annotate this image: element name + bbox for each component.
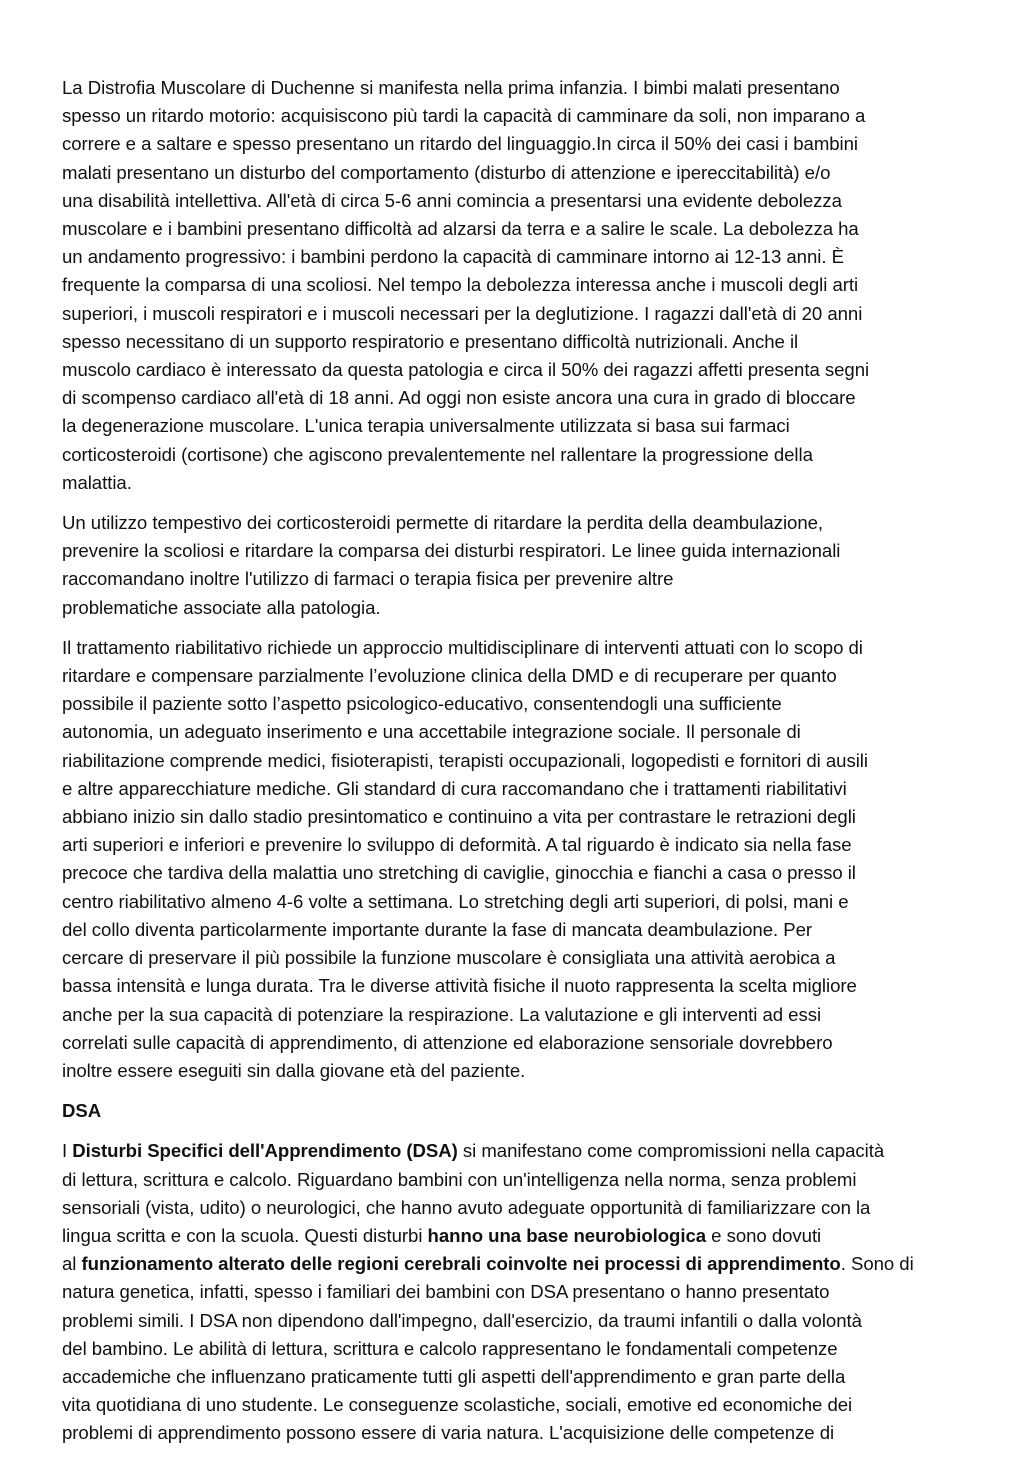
text-line: problemi simili. I DSA non dipendono dall'impegno, dall'esercizio, da traumi infantili o dalla volontà [62,1309,862,1331]
text-line: Il trattamento riabilitativo richiede un approccio multidisciplinare di interventi attuati con lo scopo di [62,636,863,658]
text-line: problemi di apprendimento possono essere di varia natura. L'acquisizione delle competenze di [62,1422,835,1444]
text-line: correre e a saltare e spesso presentano un ritardo del linguaggio.In circa il 50% dei casi i bambini [62,133,859,155]
text-line: sensoriali (vista, udito) o neurologici, che hanno avuto adeguate opportunità di familiarizzare con la [62,1196,871,1218]
text-line: problematiche associate alla patologia. [62,596,381,618]
bold-phrase-neurobiological: hanno una base neurobiologica [427,1224,707,1246]
text-line: anche per la sua capacità di potenziare la respirazione. La valutazione e gli interventi ad essi [62,1003,822,1025]
text-line: corticosteroidi (cortisone) che agiscono prevalentemente nel rallentare la progressione della [62,443,813,465]
text-line [62,1222,1018,1250]
text-line: precoce che tardiva della malattia uno stretching di caviglie, ginocchia e fianchi a casa o presso il [62,862,856,884]
text-run: al [62,1253,82,1275]
section-heading-dsa: DSA [62,1100,102,1122]
bold-phrase-brain-regions: funzionamento alterato delle regioni cerebrali coinvolte nei processi di apprendimento [81,1253,841,1275]
text-line: cercare di preservare il più possibile la funzione muscolare è consigliata una attività aerobica a [62,947,836,969]
text-line: del bambino. Le abilità di lettura, scrittura e calcolo rappresentano le fondamentali competenze [62,1337,838,1359]
text-line: centro riabilitativo almeno 4-6 volte a settimana. Lo stretching degli arti superiori, di polsi, mani e [62,890,849,912]
text-run: e sono dovuti [706,1224,822,1246]
bold-term-dsa: Disturbi Specifici dell'Apprendimento (DSA) [72,1140,458,1162]
text-run: si manifestano come compromissioni nella capacità [457,1140,885,1162]
text-line: correlati sulle capacità di apprendimento, di attenzione ed elaborazione sensoriale dovrebbero [62,1031,833,1053]
text-line: bassa intensità e lunga durata. Tra le diverse attività fisiche il nuoto rappresenta la scelta migliore [62,975,857,997]
text-line: superiori, i muscoli respiratori e i muscoli necessari per la deglutizione. I ragazzi dall'età di 20 anni [62,302,863,324]
paragraph-dsa [62,1137,1018,1447]
text-line: Un utilizzo tempestivo dei corticosteroidi permette di ritardare la perdita della deambulazione, [62,512,824,534]
text-line: spesso un ritardo motorio: acquisiscono più tardi la capacità di camminare da soli, non imparano a [62,105,866,127]
text-line: natura genetica, infatti, spesso i familiari dei bambini con DSA presentano o hanno presentato [62,1281,830,1303]
text-line: prevenire la scoliosi e ritardare la comparsa dei disturbi respiratori. Le linee guida internazionali [62,540,841,562]
text-line: raccomandano inoltre l'utilizzo di farmaci o terapia fisica per prevenire altre [62,568,674,590]
paragraph-rehabilitation [62,634,1018,1085]
text-line: abbiano inizio sin dallo stadio presintomatico e continuino a vita per contrastare le retrazioni degli [62,806,856,828]
text-line [62,1250,1018,1278]
text-run: . Sono di [840,1253,914,1275]
text-run: I [62,1140,73,1162]
text-line: del collo diventa particolarmente importante durante la fase di mancata deambulazione. Per [62,918,813,940]
text-line: spesso necessitano di un supporto respiratorio e presentano difficoltà nutrizionali. Anche il [62,330,799,352]
text-line: un andamento progressivo: i bambini perdono la capacità di camminare intorno ai 12-13 anni. È [62,246,844,268]
document-page [62,74,1018,1460]
text-line: muscolo cardiaco è interessato da questa patologia e circa il 50% dei ragazzi affetti presenta segni [62,359,870,381]
text-line: di scompenso cardiaco all'età di 18 anni. Ad oggi non esiste ancora una cura in grado di bloccare [62,387,856,409]
text-line: muscolare e i bambini presentano difficoltà ad alzarsi da terra e a salire le scale. La debolezza ha [62,218,859,240]
paragraph-corticosteroids [62,509,1018,622]
text-line: la degenerazione muscolare. L'unica terapia universalmente utilizzata si basa sui farmaci [62,415,790,437]
text-line: autonomia, un adeguato inserimento e una accettabile integrazione sociale. Il personale di [62,721,801,743]
text-line [62,1137,1018,1165]
text-line: una disabilità intellettiva. All'età di circa 5-6 anni comincia a presentarsi una evidente debolezza [62,189,842,211]
text-line: ritardare e compensare parzialmente l’evoluzione clinica della DMD e di recuperare per quanto [62,665,837,687]
text-run: lingua scritta e con la scuola. Questi disturbi [62,1224,428,1246]
text-line: accademiche che influenzano praticamente tutti gli aspetti dell'apprendimento e gran parte della [62,1365,846,1387]
text-line: riabilitazione comprende medici, fisioterapisti, terapisti occupazionali, logopedisti e fornitori di ausili [62,749,868,771]
text-line: e altre apparecchiature mediche. Gli standard di cura raccomandano che i trattamenti riabilitativi [62,777,847,799]
text-line: inoltre essere eseguiti sin dalla giovane età del paziente. [62,1059,526,1081]
text-line: malati presentano un disturbo del comportamento (disturbo di attenzione e ipereccitabilità) e/o [62,161,831,183]
text-line: frequente la comparsa di una scoliosi. Nel tempo la debolezza interessa anche i muscoli degli arti [62,274,859,296]
text-line: possibile il paziente sotto l’aspetto psicologico-educativo, consentendogli una sufficiente [62,693,782,715]
text-line: vita quotidiana di uno studente. Le conseguenze scolastiche, sociali, emotive ed economiche dei [62,1394,853,1416]
paragraph-dmd-overview [62,74,1018,497]
text-line: malattia. [62,471,132,493]
text-line: La Distrofia Muscolare di Duchenne si manifesta nella prima infanzia. I bimbi malati presentano [62,77,840,98]
text-line: arti superiori e inferiori e prevenire lo sviluppo di deformità. A tal riguardo è indicato sia nella fase [62,834,852,856]
text-line: di lettura, scrittura e calcolo. Riguardano bambini con un'intelligenza nella norma, senza problemi [62,1168,857,1190]
